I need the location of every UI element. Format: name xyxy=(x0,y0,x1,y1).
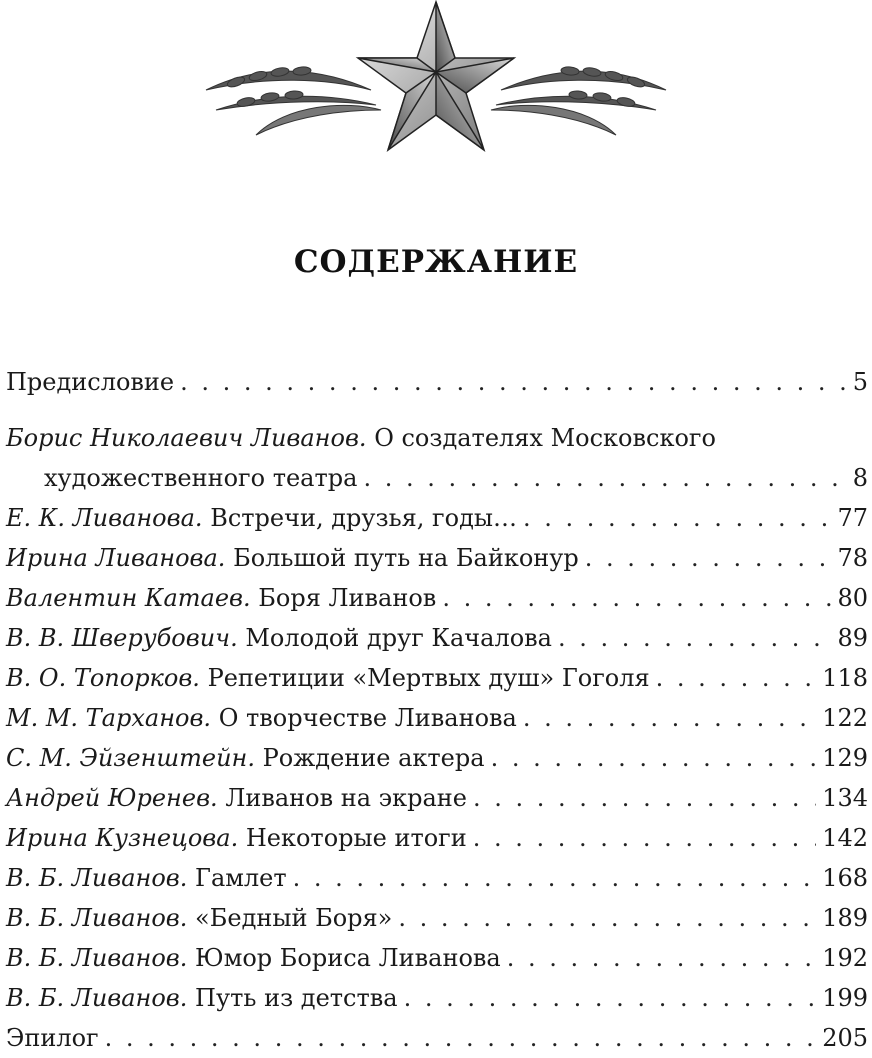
toc-entry[interactable] xyxy=(6,498,868,538)
toc-author: Ирина Ливанова. xyxy=(6,544,226,572)
toc-entry[interactable] xyxy=(6,898,868,938)
toc-entry[interactable] xyxy=(6,1018,868,1058)
toc-page-number: 118 xyxy=(822,664,868,692)
leader-dots xyxy=(404,978,817,1018)
toc-title: О создателях Московского xyxy=(374,424,716,452)
toc-author: С. М. Эйзенштейн. xyxy=(6,744,255,772)
toc-author: Е. К. Ливанова. xyxy=(6,504,203,532)
wheat-right-icon xyxy=(491,66,666,135)
toc-title: Боря Ливанов xyxy=(258,584,437,612)
toc-entry[interactable] xyxy=(6,778,868,818)
toc-title: Путь из детства xyxy=(195,984,398,1012)
toc-entry[interactable] xyxy=(6,938,868,978)
toc-entry[interactable] xyxy=(6,698,868,738)
toc-entry[interactable] xyxy=(6,738,868,778)
leader-dots xyxy=(293,858,817,898)
leader-dots xyxy=(473,818,816,858)
toc-title: Репетиции «Мертвых душ» Гоголя xyxy=(207,664,650,692)
toc-page-number: 8 xyxy=(852,464,868,492)
leader-dots xyxy=(105,1018,817,1058)
wheat-left-icon xyxy=(206,66,381,135)
toc-title: Эпилог xyxy=(6,1024,99,1052)
toc-title-continuation: художественного театра xyxy=(44,464,358,492)
toc-title: Молодой друг Качалова xyxy=(245,624,552,652)
toc-author: В. Б. Ливанов. xyxy=(6,984,188,1012)
toc-page-number: 80 xyxy=(837,584,868,612)
leader-dots xyxy=(507,938,816,978)
toc-entry[interactable] xyxy=(6,418,868,458)
toc-page-number: 5 xyxy=(852,368,868,396)
toc-page-number: 122 xyxy=(822,704,868,732)
leader-dots xyxy=(398,898,816,938)
table-of-contents xyxy=(6,362,868,1058)
leader-dots xyxy=(656,658,817,698)
leader-dots xyxy=(523,698,816,738)
leader-dots xyxy=(523,498,832,538)
toc-author: Валентин Катаев. xyxy=(6,584,251,612)
toc-page-number: 134 xyxy=(822,784,868,812)
toc-page-number: 78 xyxy=(837,544,868,572)
toc-author: В. Б. Ливанов. xyxy=(6,904,188,932)
toc-page-number: 168 xyxy=(822,864,868,892)
toc-page-number: 192 xyxy=(822,944,868,972)
leader-dots xyxy=(180,362,847,402)
toc-entry[interactable] xyxy=(6,538,868,578)
toc-title: Большой путь на Байконур xyxy=(233,544,579,572)
toc-title: «Бедный Боря» xyxy=(195,904,393,932)
toc-page-number: 199 xyxy=(822,984,868,1012)
toc-entry[interactable] xyxy=(6,658,868,698)
toc-author: М. М. Тарханов. xyxy=(6,704,212,732)
toc-page-number: 205 xyxy=(822,1024,868,1052)
toc-page-number: 89 xyxy=(837,624,868,652)
toc-entry[interactable] xyxy=(6,818,868,858)
leader-dots xyxy=(558,618,831,658)
toc-title: Рождение актера xyxy=(262,744,485,772)
star-icon xyxy=(358,2,514,150)
toc-entry[interactable] xyxy=(6,978,868,1018)
star-emblem-icon xyxy=(196,0,676,160)
toc-page-number: 129 xyxy=(822,744,868,772)
toc-page-number: 189 xyxy=(822,904,868,932)
toc-title: Предисловие xyxy=(6,368,175,396)
toc-entry-continuation[interactable] xyxy=(6,458,868,498)
toc-entry[interactable] xyxy=(6,618,868,658)
toc-title: Встречи, друзья, годы… xyxy=(210,504,517,532)
toc-author: Борис Николаевич Ливанов. xyxy=(6,424,367,452)
page-title: СОДЕРЖАНИЕ xyxy=(293,244,579,280)
toc-page-number: 142 xyxy=(822,824,868,852)
toc-title: Ливанов на экране xyxy=(225,784,467,812)
toc-author: Ирина Кузнецова. xyxy=(6,824,239,852)
toc-title: Некоторые итоги xyxy=(245,824,467,852)
toc-entry[interactable] xyxy=(6,362,868,402)
leader-dots xyxy=(442,578,831,618)
toc-author: В. Б. Ливанов. xyxy=(6,944,188,972)
toc-author: В. Б. Ливанов. xyxy=(6,864,188,892)
toc-author: Андрей Юренев. xyxy=(6,784,218,812)
toc-author: В. О. Топорков. xyxy=(6,664,200,692)
toc-title: Юмор Бориса Ливанова xyxy=(195,944,501,972)
leader-dots xyxy=(363,458,846,498)
toc-author: В. В. Шверубович. xyxy=(6,624,238,652)
toc-title: Гамлет xyxy=(195,864,287,892)
leader-dots xyxy=(491,738,817,778)
toc-page-number: 77 xyxy=(837,504,868,532)
toc-title: О творчестве Ливанова xyxy=(218,704,517,732)
toc-entry[interactable] xyxy=(6,578,868,618)
leader-dots xyxy=(585,538,832,578)
toc-entry[interactable] xyxy=(6,858,868,898)
leader-dots xyxy=(473,778,816,818)
